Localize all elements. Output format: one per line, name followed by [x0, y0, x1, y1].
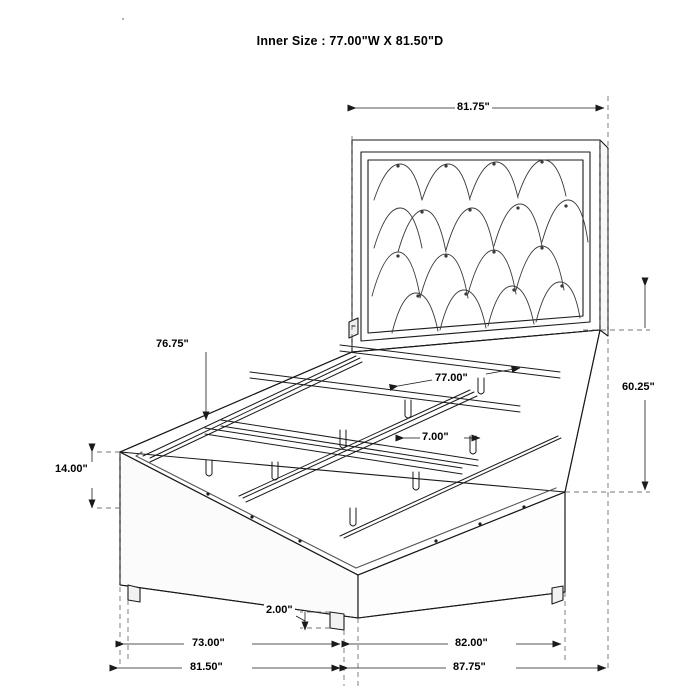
dim-label-leg-height: 2.00" — [266, 604, 293, 616]
dim-label-headboard-height: 60.25" — [622, 381, 655, 393]
dim-2-00 — [296, 612, 305, 630]
headboard-side — [600, 140, 608, 336]
dim-label-rail-height: 14.00" — [55, 463, 88, 475]
dim-label-headboard-width: 81.75" — [457, 101, 490, 113]
corner-marker — [122, 18, 124, 20]
leg-back-right — [552, 586, 563, 604]
headboard-bracket — [349, 318, 358, 338]
page-title: Inner Size : 77.00"W X 81.50"D — [256, 34, 444, 48]
front-rail-face — [120, 452, 358, 618]
dim-label-side-depth: 82.00" — [455, 637, 488, 649]
dim-label-front-width: 73.00" — [192, 637, 225, 649]
leg-front-left — [128, 585, 140, 602]
leg-front-right — [330, 612, 344, 630]
dim-label-overall-depth: 87.75" — [453, 661, 486, 673]
dim-label-overall-width: 81.50" — [190, 661, 223, 673]
dim-label-rail-length: 76.75" — [156, 338, 189, 350]
headboard-panel — [352, 140, 600, 352]
dim-label-inner-width: 77.00" — [435, 372, 468, 384]
dim-label-slat-gap: 7.00" — [422, 431, 449, 443]
bed-frame — [120, 330, 600, 630]
